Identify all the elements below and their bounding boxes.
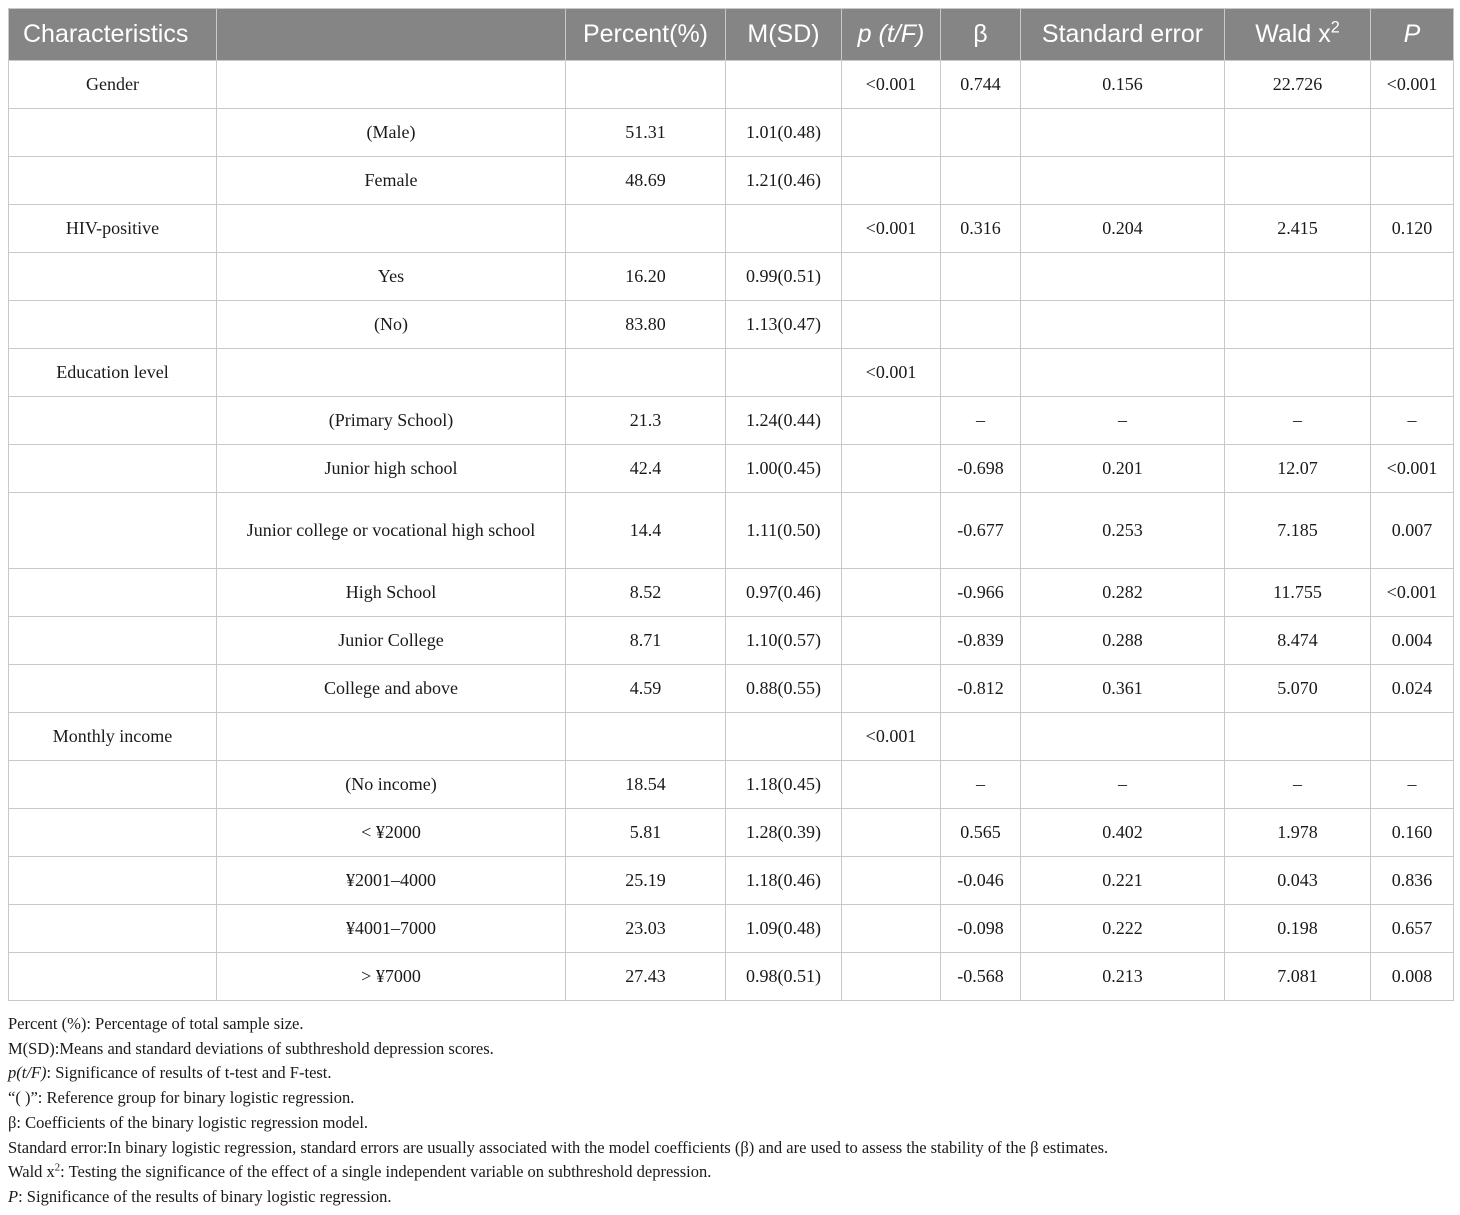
table-row [9,761,1454,809]
cell-wald [1225,157,1371,205]
cell-percent: 8.52 [566,569,726,617]
cell-group [9,397,217,445]
cell-percent: 83.80 [566,301,726,349]
note-term: β [8,1112,17,1132]
cell-category: Junior College [217,617,566,665]
note-term: P [8,1186,19,1206]
note-term: p(t/F) [8,1063,47,1083]
cell-se [1021,253,1225,301]
cell-wald [1225,253,1371,301]
cell-beta: -0.677 [941,493,1021,569]
cell-group [9,761,217,809]
cell-category: (No) [217,301,566,349]
cell-p: – [1371,397,1454,445]
cell-percent [566,61,726,109]
cell-p: 0.024 [1371,665,1454,713]
cell-p: <0.001 [1371,445,1454,493]
cell-percent: 42.4 [566,445,726,493]
cell-msd: 1.13(0.47) [726,301,842,349]
note-text: : Significance of results of t-test and F-test. [46,1063,332,1083]
table-row [9,205,1454,253]
cell-beta [941,253,1021,301]
cell-beta: -0.046 [941,857,1021,905]
cell-msd: 1.00(0.45) [726,445,842,493]
cell-ptf [842,109,941,157]
cell-category [217,205,566,253]
cell-msd: 0.88(0.55) [726,665,842,713]
table-row [9,253,1454,301]
cell-se [1021,109,1225,157]
cell-percent: 21.3 [566,397,726,445]
cell-ptf [842,301,941,349]
cell-group [9,569,217,617]
cell-ptf [842,569,941,617]
table-row [9,905,1454,953]
cell-msd: 0.98(0.51) [726,953,842,1001]
cell-p: 0.008 [1371,953,1454,1001]
cell-se: 0.201 [1021,445,1225,493]
cell-group: Gender [9,61,217,109]
cell-wald: 11.755 [1225,569,1371,617]
col-header-category [217,9,566,61]
cell-wald: 0.043 [1225,857,1371,905]
cell-p: 0.657 [1371,905,1454,953]
cell-ptf [842,445,941,493]
table-row [9,445,1454,493]
cell-msd: 1.28(0.39) [726,809,842,857]
cell-ptf [842,761,941,809]
cell-beta: – [941,397,1021,445]
cell-group [9,445,217,493]
cell-ptf [842,953,941,1001]
cell-beta [941,349,1021,397]
cell-se: – [1021,761,1225,809]
cell-ptf: <0.001 [842,61,941,109]
cell-p: <0.001 [1371,61,1454,109]
note-text: : Significance of the results of binary logistic regression. [18,1186,392,1206]
cell-group [9,493,217,569]
cell-p: 0.004 [1371,617,1454,665]
cell-group [9,809,217,857]
note-term-sup: 2 [54,1161,61,1174]
note-text: : Testing the significance of the effect of a single independent variable on subthreshold depression. [60,1162,712,1182]
cell-category [217,349,566,397]
cell-category [217,713,566,761]
cell-wald: 7.185 [1225,493,1371,569]
cell-p [1371,157,1454,205]
cell-ptf [842,857,941,905]
cell-ptf [842,157,941,205]
cell-beta: -0.698 [941,445,1021,493]
cell-wald [1225,349,1371,397]
cell-category: (Male) [217,109,566,157]
cell-percent: 8.71 [566,617,726,665]
cell-ptf [842,397,941,445]
note-line [8,1160,1453,1185]
cell-wald: 5.070 [1225,665,1371,713]
col-header-ptf: p (t/F) [842,9,941,61]
cell-p [1371,301,1454,349]
cell-beta [941,157,1021,205]
cell-beta: -0.839 [941,617,1021,665]
cell-beta: 0.565 [941,809,1021,857]
cell-wald: 2.415 [1225,205,1371,253]
cell-ptf [842,905,941,953]
cell-beta [941,109,1021,157]
cell-wald: 1.978 [1225,809,1371,857]
table-row [9,397,1454,445]
cell-p: – [1371,761,1454,809]
cell-category: Yes [217,253,566,301]
cell-msd: 1.18(0.46) [726,857,842,905]
table-body [9,61,1454,1001]
note-line [8,1061,1453,1086]
cell-beta [941,713,1021,761]
cell-se: 0.402 [1021,809,1225,857]
cell-category: College and above [217,665,566,713]
cell-beta: -0.568 [941,953,1021,1001]
table-row [9,569,1454,617]
cell-beta: 0.744 [941,61,1021,109]
cell-beta [941,301,1021,349]
note-text: : Percentage of total sample size. [86,1014,304,1033]
col-header-wald [1225,9,1371,61]
cell-se: 0.156 [1021,61,1225,109]
note-text: : Reference group for binary logistic regression. [37,1088,355,1108]
cell-ptf: <0.001 [842,205,941,253]
cell-p [1371,713,1454,761]
table-row [9,713,1454,761]
cell-percent [566,205,726,253]
cell-se [1021,301,1225,349]
table-row [9,617,1454,665]
cell-category: < ¥2000 [217,809,566,857]
cell-p: 0.836 [1371,857,1454,905]
table-row [9,953,1454,1001]
cell-msd: 1.09(0.48) [726,905,842,953]
cell-se: 0.221 [1021,857,1225,905]
cell-percent: 27.43 [566,953,726,1001]
cell-category: > ¥7000 [217,953,566,1001]
cell-beta: -0.812 [941,665,1021,713]
cell-group [9,857,217,905]
cell-group: Monthly income [9,713,217,761]
cell-se: 0.282 [1021,569,1225,617]
note-text: :Means and standard deviations of subthreshold depression scores. [54,1038,494,1058]
cell-percent: 14.4 [566,493,726,569]
cell-se: 0.361 [1021,665,1225,713]
cell-ptf [842,665,941,713]
cell-se [1021,713,1225,761]
note-term: Standard error [8,1137,103,1157]
cell-wald: 0.198 [1225,905,1371,953]
cell-se [1021,349,1225,397]
cell-wald: 7.081 [1225,953,1371,1001]
note-term: M(SD) [8,1038,55,1058]
cell-wald: 22.726 [1225,61,1371,109]
col-header-standard-error: Standard error [1021,9,1225,61]
cell-percent: 23.03 [566,905,726,953]
cell-group [9,157,217,205]
table-row [9,857,1454,905]
cell-group: HIV-positive [9,205,217,253]
cell-wald [1225,109,1371,157]
table-row [9,61,1454,109]
cell-percent: 5.81 [566,809,726,857]
note-line [8,1086,1453,1111]
cell-category: (No income) [217,761,566,809]
note-line [8,1037,1453,1062]
note-line [8,1185,1453,1210]
col-header-beta: β [941,9,1021,61]
cell-wald [1225,301,1371,349]
cell-p [1371,349,1454,397]
cell-percent [566,713,726,761]
cell-group [9,905,217,953]
table-row [9,157,1454,205]
cell-wald: – [1225,397,1371,445]
note-text: :In binary logistic regression, standard errors are usually associated with the model coefficients (β) and are used to assess the stability of the β estimates. [102,1137,1109,1157]
cell-percent: 48.69 [566,157,726,205]
cell-percent [566,349,726,397]
cell-beta: -0.098 [941,905,1021,953]
header-row [9,9,1454,61]
cell-p: 0.007 [1371,493,1454,569]
cell-msd [726,713,842,761]
cell-wald [1225,713,1371,761]
cell-msd: 0.97(0.46) [726,569,842,617]
table-notes [8,1012,1453,1210]
cell-p [1371,253,1454,301]
cell-ptf: <0.001 [842,349,941,397]
cell-msd [726,61,842,109]
table-row [9,109,1454,157]
table-row [9,665,1454,713]
cell-percent: 16.20 [566,253,726,301]
cell-p: 0.120 [1371,205,1454,253]
cell-beta: 0.316 [941,205,1021,253]
cell-group [9,109,217,157]
cell-msd: 1.01(0.48) [726,109,842,157]
note-term: “( )” [8,1088,38,1108]
cell-se: 0.213 [1021,953,1225,1001]
cell-p: <0.001 [1371,569,1454,617]
cell-msd: 1.18(0.45) [726,761,842,809]
cell-msd: 1.24(0.44) [726,397,842,445]
cell-p: 0.160 [1371,809,1454,857]
cell-category: Junior college or vocational high school [217,493,566,569]
table-row [9,493,1454,569]
cell-percent: 25.19 [566,857,726,905]
cell-msd: 1.21(0.46) [726,157,842,205]
wald-header-text: Wald x [1255,20,1331,48]
table-row [9,809,1454,857]
cell-category: (Primary School) [217,397,566,445]
cell-category: Female [217,157,566,205]
col-header-msd: M(SD) [726,9,842,61]
cell-msd [726,205,842,253]
cell-category: Junior high school [217,445,566,493]
col-header-p: P [1371,9,1454,61]
cell-ptf [842,493,941,569]
cell-group [9,301,217,349]
cell-se: 0.204 [1021,205,1225,253]
cell-ptf [842,809,941,857]
cell-se: 0.222 [1021,905,1225,953]
cell-wald: 8.474 [1225,617,1371,665]
cell-msd: 1.11(0.50) [726,493,842,569]
cell-ptf: <0.001 [842,713,941,761]
cell-ptf [842,617,941,665]
cell-category [217,61,566,109]
cell-ptf [842,253,941,301]
note-text: : Coefficients of the binary logistic regression model. [16,1112,369,1132]
note-line [8,1012,1453,1037]
cell-category: High School [217,569,566,617]
note-term: Percent (%) [8,1014,87,1033]
cell-wald: 12.07 [1225,445,1371,493]
cell-se [1021,157,1225,205]
results-table [8,8,1454,1001]
cell-group [9,953,217,1001]
note-line [8,1111,1453,1136]
cell-se: 0.253 [1021,493,1225,569]
cell-msd [726,349,842,397]
table-row [9,349,1454,397]
cell-group [9,617,217,665]
col-header-percent: Percent(%) [566,9,726,61]
cell-percent: 51.31 [566,109,726,157]
cell-se: 0.288 [1021,617,1225,665]
cell-percent: 18.54 [566,761,726,809]
cell-p [1371,109,1454,157]
note-line [8,1136,1453,1161]
cell-percent: 4.59 [566,665,726,713]
note-term: Wald x [8,1162,55,1182]
cell-group [9,665,217,713]
wald-header-sup: 2 [1330,18,1340,37]
cell-beta: -0.966 [941,569,1021,617]
cell-wald: – [1225,761,1371,809]
cell-category: ¥4001–7000 [217,905,566,953]
cell-beta: – [941,761,1021,809]
cell-group [9,253,217,301]
cell-category: ¥2001–4000 [217,857,566,905]
cell-msd: 1.10(0.57) [726,617,842,665]
cell-group: Education level [9,349,217,397]
col-header-characteristics: Characteristics [9,9,217,61]
cell-msd: 0.99(0.51) [726,253,842,301]
table-row [9,301,1454,349]
cell-se: – [1021,397,1225,445]
